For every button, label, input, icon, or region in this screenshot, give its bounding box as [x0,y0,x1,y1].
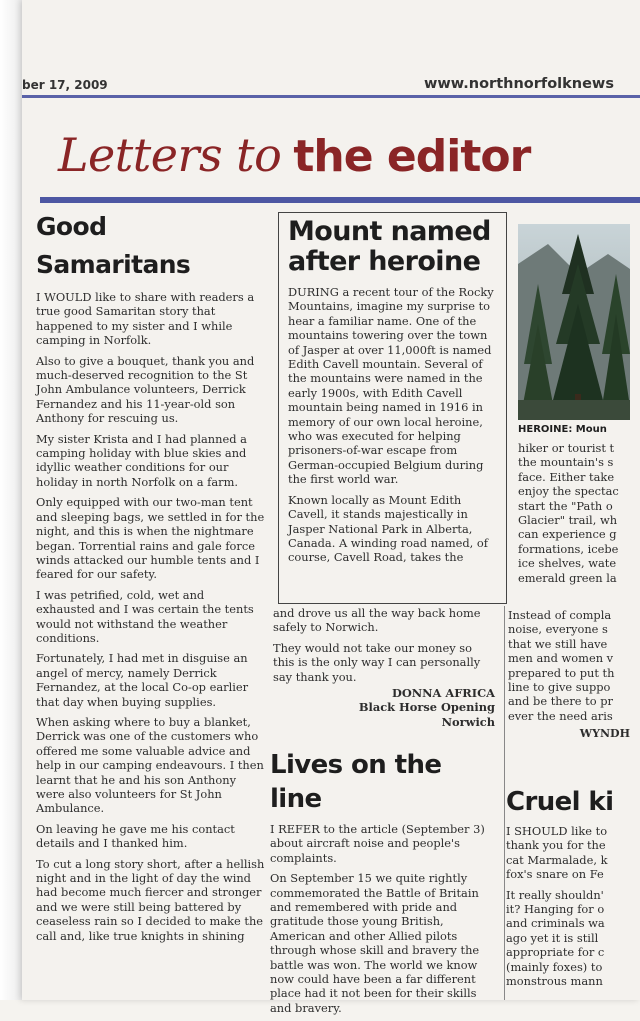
mountain-trees-image [518,224,630,420]
section-masthead [58,128,530,182]
text-line: noise, everyone s [508,622,608,637]
masthead-letters-to: Letters to [58,128,282,182]
letter-body [506,824,630,988]
text-line: that we still have [508,636,608,651]
masthead-the-editor: the editor [293,131,531,182]
text-line: line to give suppo [508,680,611,695]
photo-caption: HEROINE: Moun [518,424,607,435]
text-line: and be there to pr [508,694,613,709]
text-line: cat Marmalade, k [506,852,608,867]
text-line: it? Hanging for o [506,902,605,917]
text-line: Glacier" trail, wh [518,513,618,528]
paragraph: My sister Krista and I had planned a camping holiday with blue skies and idyllic weather conditions for our holiday in north Norfolk on a farm. [36,431,247,489]
headline: Cruel ki [506,787,614,817]
paragraph: DURING a recent tour of the Rocky Mountains, imagine my surprise to hear a familiar name. One of the mountains towering over the town of Jasper at over 11,000ft is named Edith Cavell mountain. Several of the mountains were named in the early 1900s, with Edith Cavell mountain being named in 1916 in memory of our own local heroine, who was executed for helping prisoners-of-war escape from German-occupied Belgium during the first world war. [288,285,494,487]
text-line: (mainly foxes) to [506,959,603,974]
paragraph: I was petrified, cold, wet and exhausted and I was certain the tents would not withstand the weather conditions. [36,587,254,645]
paragraph: On September 15 we quite rightly commemorated the Battle of Britain and remembered with pride and gratitude those young British, American and other Allied pilots through whose skill and bravery the battle was won. The world we know now could have been a far different place had it not been for their skills and bravery. [270,871,480,1015]
headline: Mount named after heroine [288,216,491,277]
text-line: appropriate for c [506,945,605,960]
text-line: men and women v [508,651,614,666]
page-edge [0,0,22,1000]
paragraph: Only equipped with our two-man tent and sleeping bags, we settled in for the night, and this is when the nightmare began. Torrential rains and gale force winds attacked our humble tents and I feared for our safety. [36,495,265,582]
paragraph: Also to give a bouquet, thank you and much-deserved recognition to the St John Ambulance volunteers, Derrick Fernandez and his 11-year-old son Anthony for rescuing us. [36,353,255,426]
paragraph: They would not take our money so this is the only way I can personally say thank you. [273,640,481,684]
website-url: www.northnorfolknews [424,76,614,92]
letter-good-samaritans-continued [273,606,495,729]
text-line: enjoy the spectac [518,484,619,499]
text-line: the mountain's s [518,455,614,470]
letter-body [270,822,495,1015]
letter-lives-on-the-line [270,748,495,1021]
masthead-rule [40,197,640,203]
text-line: start the "Path o [518,498,613,513]
paragraph: Known locally as Mount Edith Cavell, it stands majestically in Jasper National Park in Alberta, Canada. A winding road named, of course, Cavell Road, takes the [288,492,488,565]
text-line: face. Either take [518,469,615,484]
paragraph: On leaving he gave me his contact details and I thanked him. [36,821,235,851]
text-line: It really shouldn' [506,887,604,902]
text-line: formations, icebe [518,541,619,556]
paragraph: and drove us all the way back home safely to Norwich. [273,606,481,635]
signature-address: Black Horse Opening [358,700,495,715]
paragraph: I REFER to the article (September 3) about aircraft noise and people's complaints. [270,822,485,865]
signature-name: WYNDH [579,727,630,741]
letter-cruel-kill [506,784,630,988]
letter-mount-continued [518,441,630,585]
letter-mount-named-box [278,212,507,604]
text-line: emerald green la [518,570,617,585]
paragraph: To cut a long story short, after a hellish night and in the light of day the wind had become much fiercer and stronger and we were still being battered by ceaseless rain so I decided to make the call and, like true knights in shining [36,856,265,943]
text-line: ever the need aris [508,708,613,723]
text-line: fox's snare on Fe [506,867,604,882]
text-line: hiker or tourist t [518,441,615,455]
signature-town: Norwich [441,714,495,729]
text-line: ago yet it is still [506,930,599,945]
text-line: ice shelves, wate [518,556,617,571]
signature-name: DONNA AFRICA [391,686,495,701]
letter-body [288,285,498,565]
dateline: ber 17, 2009 [22,78,108,92]
text-line: and criminals wa [506,916,605,931]
text-line: monstrous mann [506,974,603,989]
letter-lives-continued [508,608,630,742]
text-line: can experience g [518,527,617,542]
text-line: Instead of compla [508,608,612,622]
headline: Lives on the line [270,750,442,814]
text-line: I SHOULD like to [506,824,608,838]
header-rule [22,95,640,98]
mountain-photo [518,224,630,420]
text-line: prepared to put th [508,665,615,680]
letter-good-samaritans [36,208,266,949]
headline: Good Samaritans [36,212,191,279]
paragraph: I WOULD like to share with readers a true good Samaritan story that happened to my sister and I while camping in Norfolk. [36,290,255,348]
column-divider [504,606,505,1000]
paragraph: Fortunately, I had met in disguise an angel of mercy, namely Derrick Fernandez, at the local Co-op earlier that day when buying supplies. [36,651,249,709]
letter-body [36,290,266,943]
text-line: thank you for the [506,838,606,853]
paragraph: When asking where to buy a blanket, Derrick was one of the customers who offered me some valuable advice and help in our camping endeavours. I then learnt that he and his son Anthony were also volunteers for St John Ambulance. [36,714,264,816]
